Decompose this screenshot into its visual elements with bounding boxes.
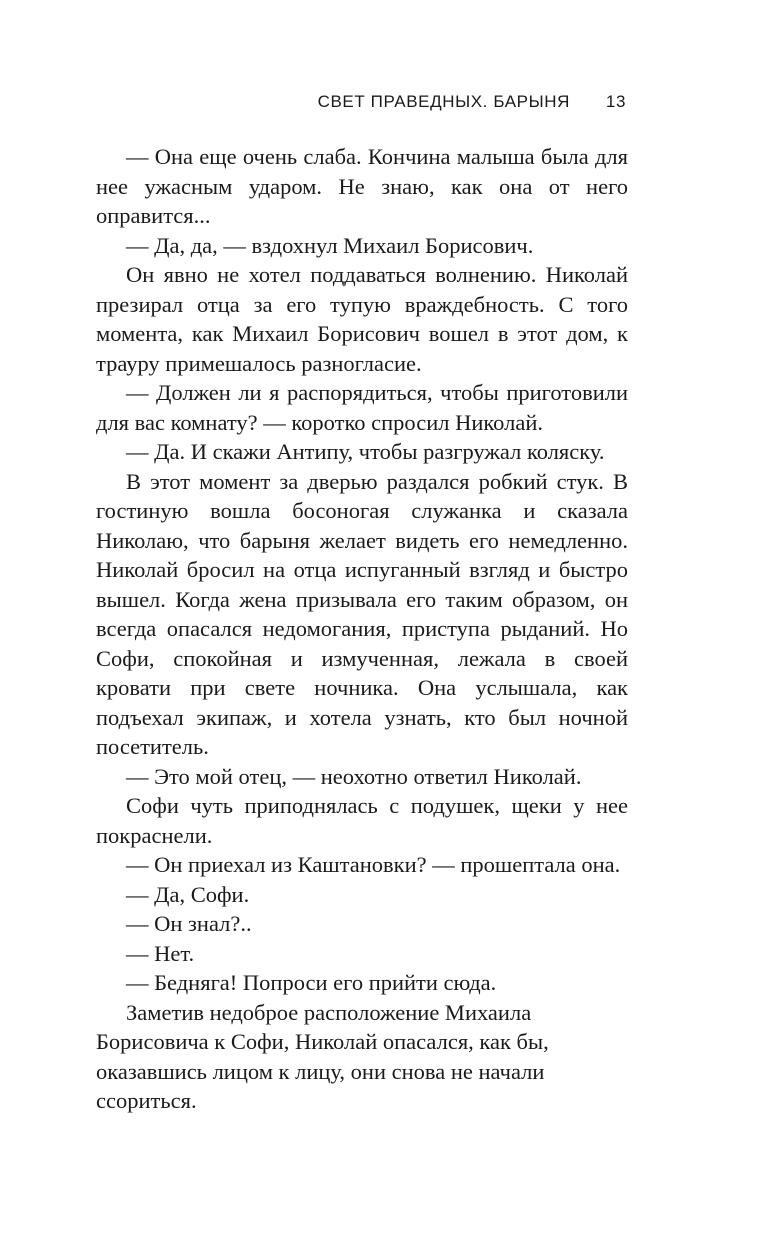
paragraph: Софи чуть приподнялась с подушек, щеки у нее покраснели. [96, 793, 628, 848]
paragraph: — Да, Софи. [126, 881, 250, 907]
paragraph: — Нет. [126, 940, 195, 966]
page-number: 13 [605, 92, 626, 111]
paragraph: — Да. И скажи Антипу, чтобы разгружал коляску. [126, 439, 605, 464]
paragraph: — Должен ли я распорядиться, чтобы приготовили для вас комнату? — коротко спросил Николай. [96, 380, 628, 435]
paragraph: — Бедняга! Попроси его прийти сюда. [126, 970, 497, 995]
paragraph: — Он знал?.. [126, 911, 252, 936]
paragraph: В этот момент за дверью раздался робкий стук. В гостиную вошла босоногая служанка и сказала Николаю, что барыня желает видеть его немедленно. Николай бросил на отца испуганный взгляд и быстро вышел. Когда жена призывала его таким образом, он всегда опасался недомогания, приступа рыданий. Но Софи, спокойная и измученная, лежала в своей кровати при свете ночника. Она услышала, как подъехал экипаж, и хотела узнать, кто был ночной посетитель. [96, 468, 628, 759]
paragraph: — Он приехал из Каштановки? — прошептала она. [126, 852, 621, 877]
body-text [96, 142, 628, 1116]
running-head [96, 92, 626, 122]
paragraph: — Это мой отец, — неохотно ответил Николай. [126, 763, 582, 789]
paragraph: Он явно не хотел поддаваться волнению. Николай презирал отца за его тупую враждебность. С того момента, как Михаил Борисович вошел в этот дом, к трауру примешалось разногласие. [96, 262, 628, 376]
running-head-title: СВЕТ ПРАВЕДНЫХ. БАРЫНЯ [317, 92, 570, 111]
paragraph: — Она еще очень слаба. Кончина малыша была для нее ужасным ударом. Не знаю, как она от него оправится... [96, 144, 628, 228]
paragraph: Заметив недоброе расположение Михаила Борисовича к Софи, Николай опасался, как бы, оказавшись лицом к лицу, они снова не начали ссориться. [96, 999, 549, 1113]
paragraph: — Да, да, — вздохнул Михаил Борисович. [126, 232, 534, 258]
